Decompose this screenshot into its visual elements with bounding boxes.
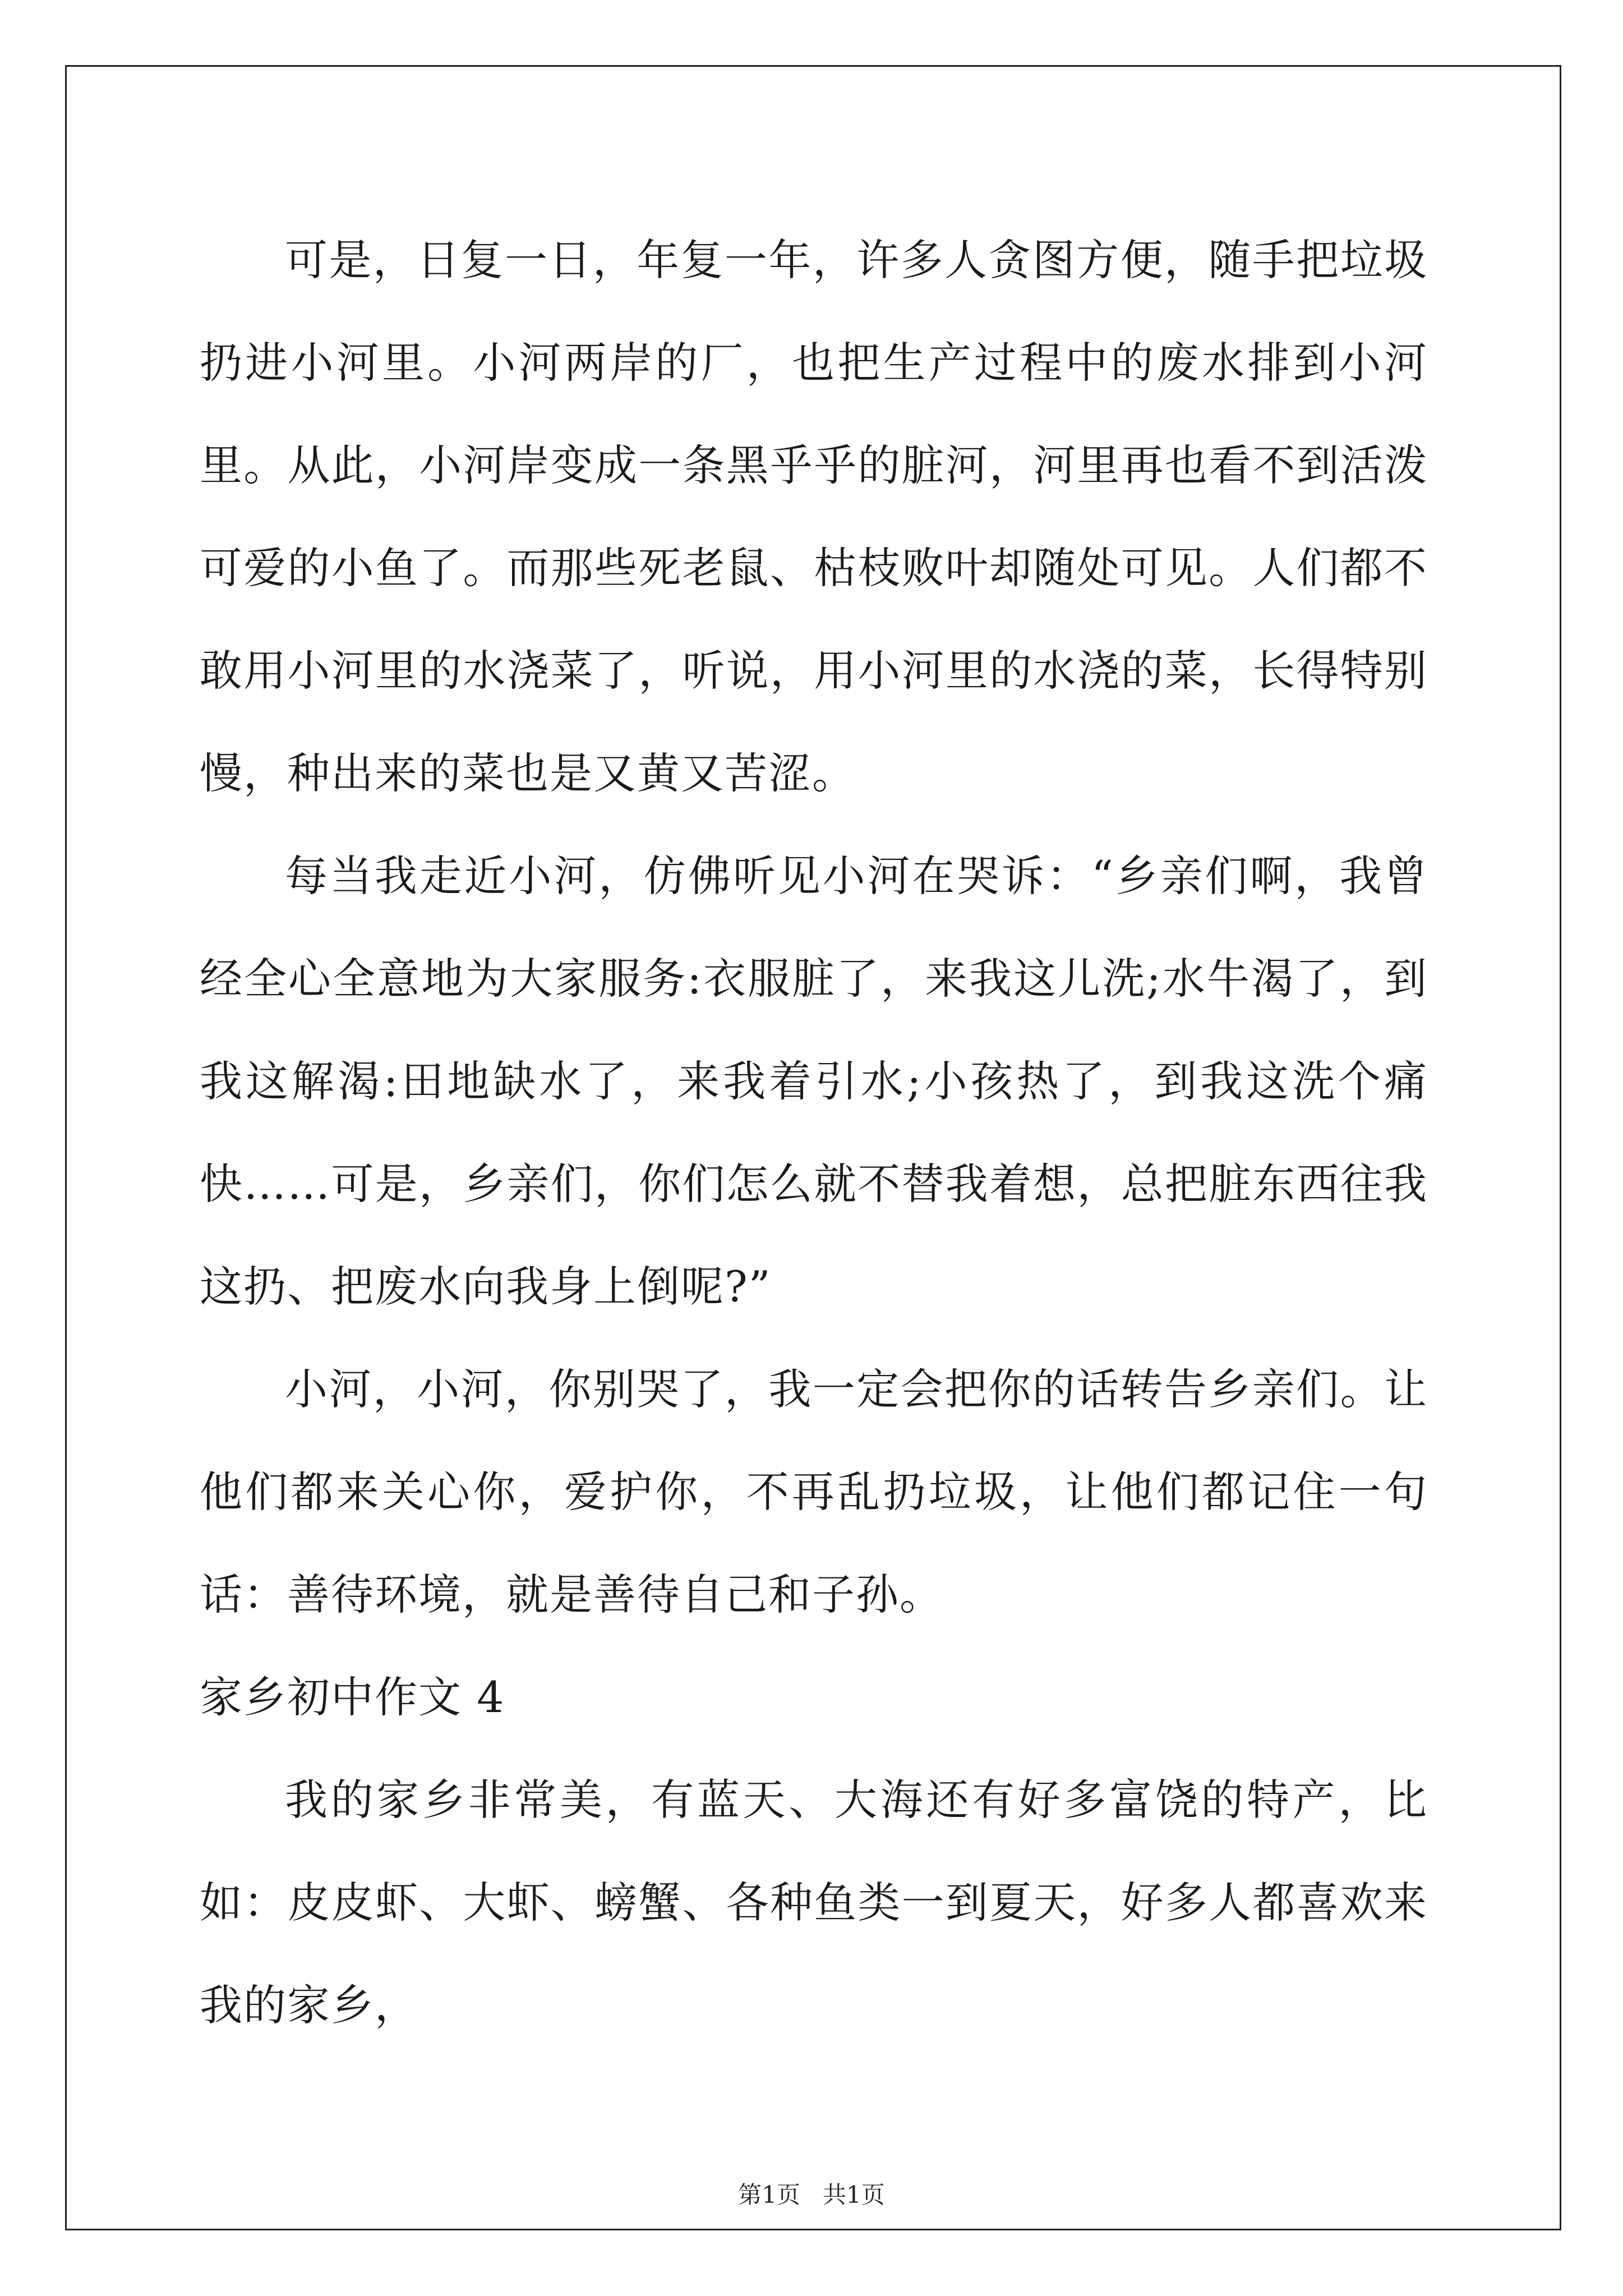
document-body — [200, 209, 1428, 2056]
paragraph-hometown: 我的家乡非常美，有蓝天、大海还有好多富饶的特产，比如：皮皮虾、大虾、螃蟹、各种鱼类一到夏天，好多人都喜欢来我的家乡， — [200, 1775, 1428, 2030]
section-title: 家乡初中作文 4 — [200, 1672, 505, 1722]
paragraph-promise: 小河，小河，你别哭了，我一定会把你的话转告乡亲们。让他们都来关心你，爱护你，不再乱扔垃圾，让他们都记住一句话：善待环境，就是善待自己和子孙。 — [200, 1364, 1428, 1619]
paragraph-river-pollution: 可是，日复一日，年复一年，许多人贪图方便，随手把垃圾扔进小河里。小河两岸的厂，也把生产过程中的废水排到小河里。从此，小河岸变成一条黑乎乎的脏河，河里再也看不到活泼可爱的小鱼了。而那些死老鼠、枯枝败叶却随处可见。人们都不敢用小河里的水浇菜了，听说，用小河里的水浇的菜，长得特别慢，种出来的菜也是又黄又苦涩。 — [200, 235, 1428, 798]
page-number: 第1页 — [738, 2181, 800, 2208]
page-footer — [0, 2177, 1623, 2210]
page-total: 共1页 — [823, 2181, 885, 2208]
paragraph-river-complaint: 每当我走近小河，仿佛听见小河在哭诉：“乡亲们啊，我曾经全心全意地为大家服务:衣服脏了，来我这儿洗;水牛渴了，到我这解渴:田地缺水了，来我着引水;小孩热了，到我这洗个痛快……可是，乡亲们，你们怎么就不替我着想，总把脏东西往我这扔、把废水向我身上倒呢?” — [200, 851, 1428, 1312]
